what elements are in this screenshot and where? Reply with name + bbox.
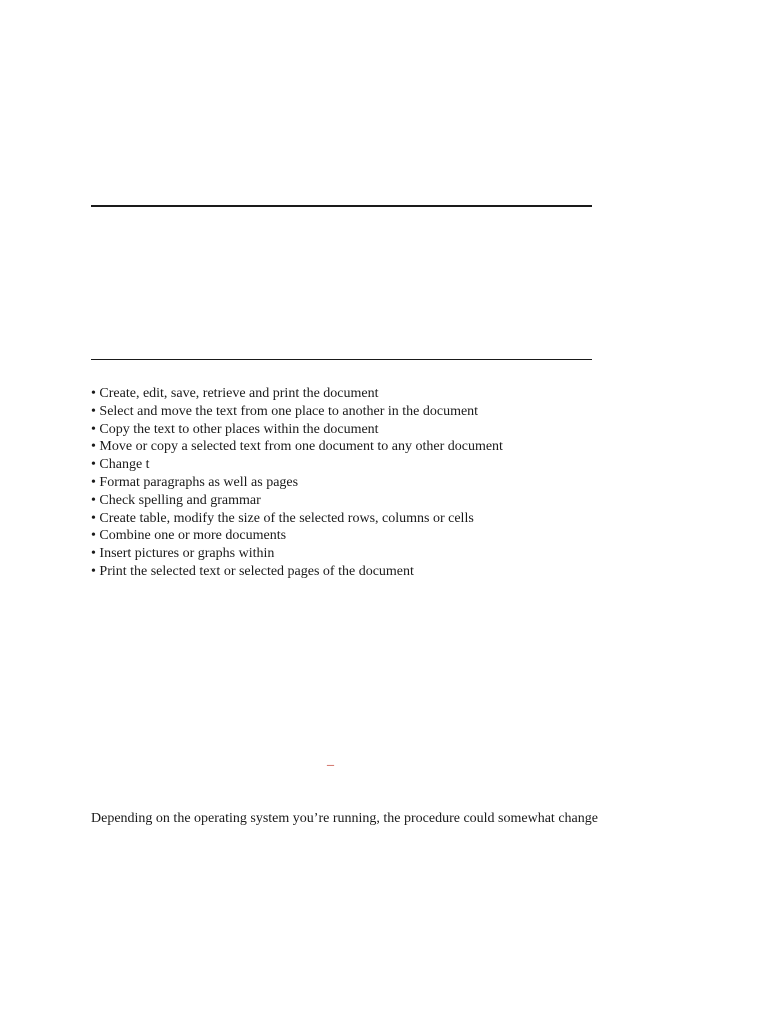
list-item: • Move or copy a selected text from one document to any other document xyxy=(91,438,503,456)
body-paragraph: Depending on the operating system you’re running, the procedure could somewhat change xyxy=(91,811,598,826)
list-item: • Combine one or more documents xyxy=(91,527,503,545)
list-item: • Create, edit, save, retrieve and print the document xyxy=(91,385,503,403)
feature-bullet-list xyxy=(91,385,503,581)
red-underscore-mark: _ xyxy=(327,753,334,768)
list-item: • Insert pictures or graphs within xyxy=(91,545,503,563)
list-item: • Select and move the text from one place to another in the document xyxy=(91,403,503,421)
horizontal-rule-bottom xyxy=(91,359,592,360)
list-item: • Print the selected text or selected pages of the document xyxy=(91,563,503,581)
list-item: • Format paragraphs as well as pages xyxy=(91,474,503,492)
list-item: • Check spelling and grammar xyxy=(91,492,503,510)
list-item: • Copy the text to other places within the document xyxy=(91,421,503,439)
list-item: • Create table, modify the size of the selected rows, columns or cells xyxy=(91,510,503,528)
list-item: • Change t xyxy=(91,456,503,474)
horizontal-rule-top xyxy=(91,205,592,207)
